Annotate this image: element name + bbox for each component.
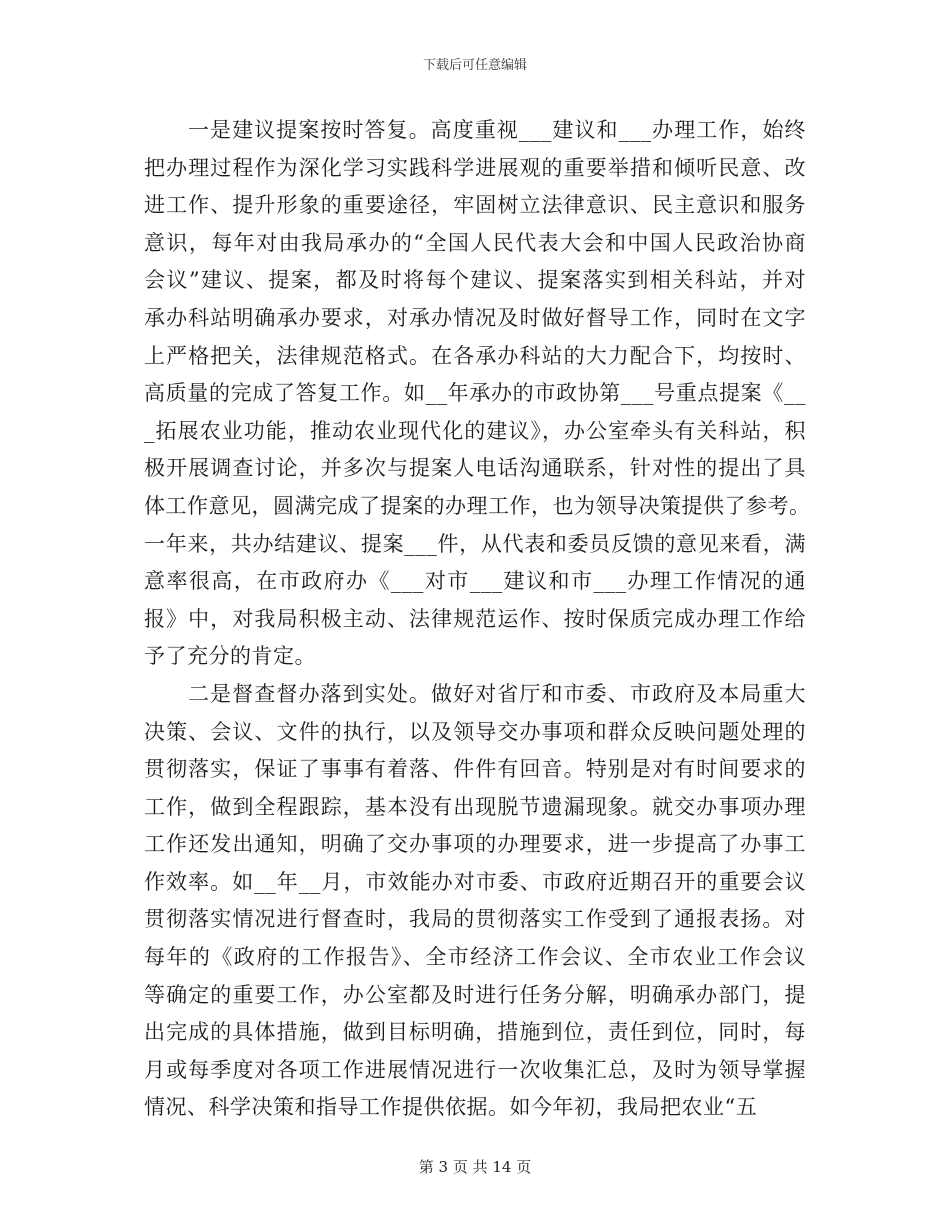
text-line: 意率很高，在市政府办《___对市___建议和市___办理工作情况的通 [144,569,806,594]
text-line: 二是督查督办落到实处。做好对省厅和市委、市政府及本局重大 [188,681,806,706]
text-line: 贯彻落实情况进行督查时，我局的贯彻落实工作受到了通报表扬。对 [144,907,806,932]
text-line: 意识，每年对由我局承办的“全国人民代表大会和中国人民政治协商 [144,230,806,255]
text-line: 进工作、提升形象的重要途径，牢固树立法律意识、民主意识和服务 [144,193,806,218]
document-body [144,112,811,1127]
text-line: 工作还发出通知，明确了交办事项的办理要求，进一步提高了办事工 [144,832,806,857]
text-line: 等确定的重要工作，办公室都及时进行任务分解，明确承办部门，提 [144,982,806,1007]
page-number: 第 3 页 共 14 页 [418,1158,532,1176]
text-line: 贯彻落实，保证了事事有着落、件件有回音。特别是对有时间要求的 [144,757,806,782]
text-line: 承办科站明确承办要求，对承办情况及时做好督导工作，同时在文字 [144,305,806,330]
text-line: 月或每季度对各项工作进展情况进行一次收集汇总，及时为领导掌握 [144,1057,806,1082]
paragraph-1 [144,112,811,676]
text-line: 每年的《政府的工作报告》、全市经济工作会议、全市农业工作会议 [144,945,806,970]
text-line: 作效率。如__年__月，市效能办对市委、市政府近期召开的重要会议 [144,869,806,894]
text-line: 工作，做到全程跟踪，基本没有出现脱节遗漏现象。就交办事项办理 [144,794,806,819]
page-header-note: 下载后可任意编辑 [422,58,527,73]
paragraph-2 [144,676,806,1127]
text-line: 会议”建议、提案，都及时将每个建议、提案落实到相关科站，并对 [144,268,806,293]
text-line: 情况、科学决策和指导工作提供依据。如今年初，我局把农业“五 [144,1095,758,1120]
text-line: 把办理过程作为深化学习实践科学进展观的重要举措和倾听民意、改 [144,155,806,180]
text-line: 高质量的完成了答复工作。如__年承办的市政协第___号重点提案《__ [144,381,806,406]
text-line: 决策、会议、文件的执行，以及领导交办事项和群众反映问题处理的 [144,719,806,744]
text-line: _拓展农业功能，推动农业现代化的建议》，办公室牵头有关科站，积 [144,418,806,443]
text-line: 上严格把关，法律规范格式。在各承办科站的大力配合下，均按时、 [144,343,806,368]
text-line: 报》中，对我局积极主动、法律规范运作、按时保质完成办理工作给 [144,606,806,631]
text-line: 一是建议提案按时答复。高度重视___建议和___办理工作，始终 [188,118,806,142]
text-line: 一年来，共办结建议、提案___件，从代表和委员反馈的意见来看，满 [144,531,806,556]
text-line: 体工作意见，圆满完成了提案的办理工作，也为领导决策提供了参考。 [144,493,811,518]
text-line: 予了充分的肯定。 [144,644,316,669]
text-line: 出完成的具体措施，做到目标明确，措施到位，责任到位，同时，每 [144,1020,806,1045]
text-line: 极开展调查讨论，并多次与提案人电话沟通联系，针对性的提出了具 [144,456,806,481]
